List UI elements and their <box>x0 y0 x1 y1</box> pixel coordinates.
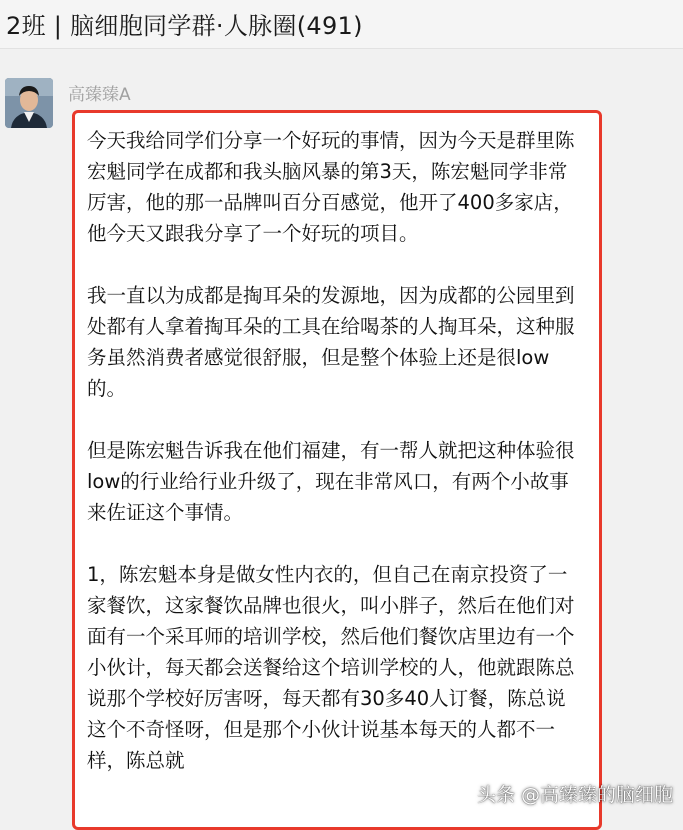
avatar-photo <box>5 78 53 128</box>
chat-title-bar <box>0 0 683 49</box>
sender-name: 高臻臻A <box>68 85 131 105</box>
sender-avatar[interactable] <box>5 78 53 128</box>
watermark: 头条 @高臻臻的脑细胞 <box>476 784 673 806</box>
message-paragraph: 但是陈宏魁告诉我在他们福建，有一帮人就把这种体验很low的行业给行业升级了，现在非常风口，有两个小故事来佐证这个事情。 <box>87 439 575 524</box>
message-bubble[interactable] <box>72 110 602 830</box>
chat-title: 2班 | 脑细胞同学群·人脉圈(491) <box>6 12 363 40</box>
message-paragraph: 1，陈宏魁本身是做女性内衣的，但自己在南京投资了一家餐饮，这家餐饮品牌也很火，叫小胖子，然后在他们对面有一个采耳师的培训学校，然后他们餐饮店里边有一个小伙计，每天都会送餐给这个培训学校的人，他就跟陈总说那个学校好厉害呀，每天都有30多40人订餐，陈总说这个不奇怪呀，但是那个小伙计说基本每天的人都不一样，陈总就 <box>87 563 575 772</box>
message-paragraph: 今天我给同学们分享一个好玩的事情，因为今天是群里陈宏魁同学在成都和我头脑风暴的第3天，陈宏魁同学非常厉害，他的那一品牌叫百分百感觉，他开了400多家店，他今天又跟我分享了一个好玩的项目。 <box>87 129 575 245</box>
message-body <box>75 113 599 776</box>
message-paragraph: 我一直以为成都是掏耳朵的发源地，因为成都的公园里到处都有人拿着掏耳朵的工具在给喝茶的人掏耳朵，这种服务虽然消费者感觉很舒服，但是整个体验上还是很low的。 <box>87 284 575 400</box>
